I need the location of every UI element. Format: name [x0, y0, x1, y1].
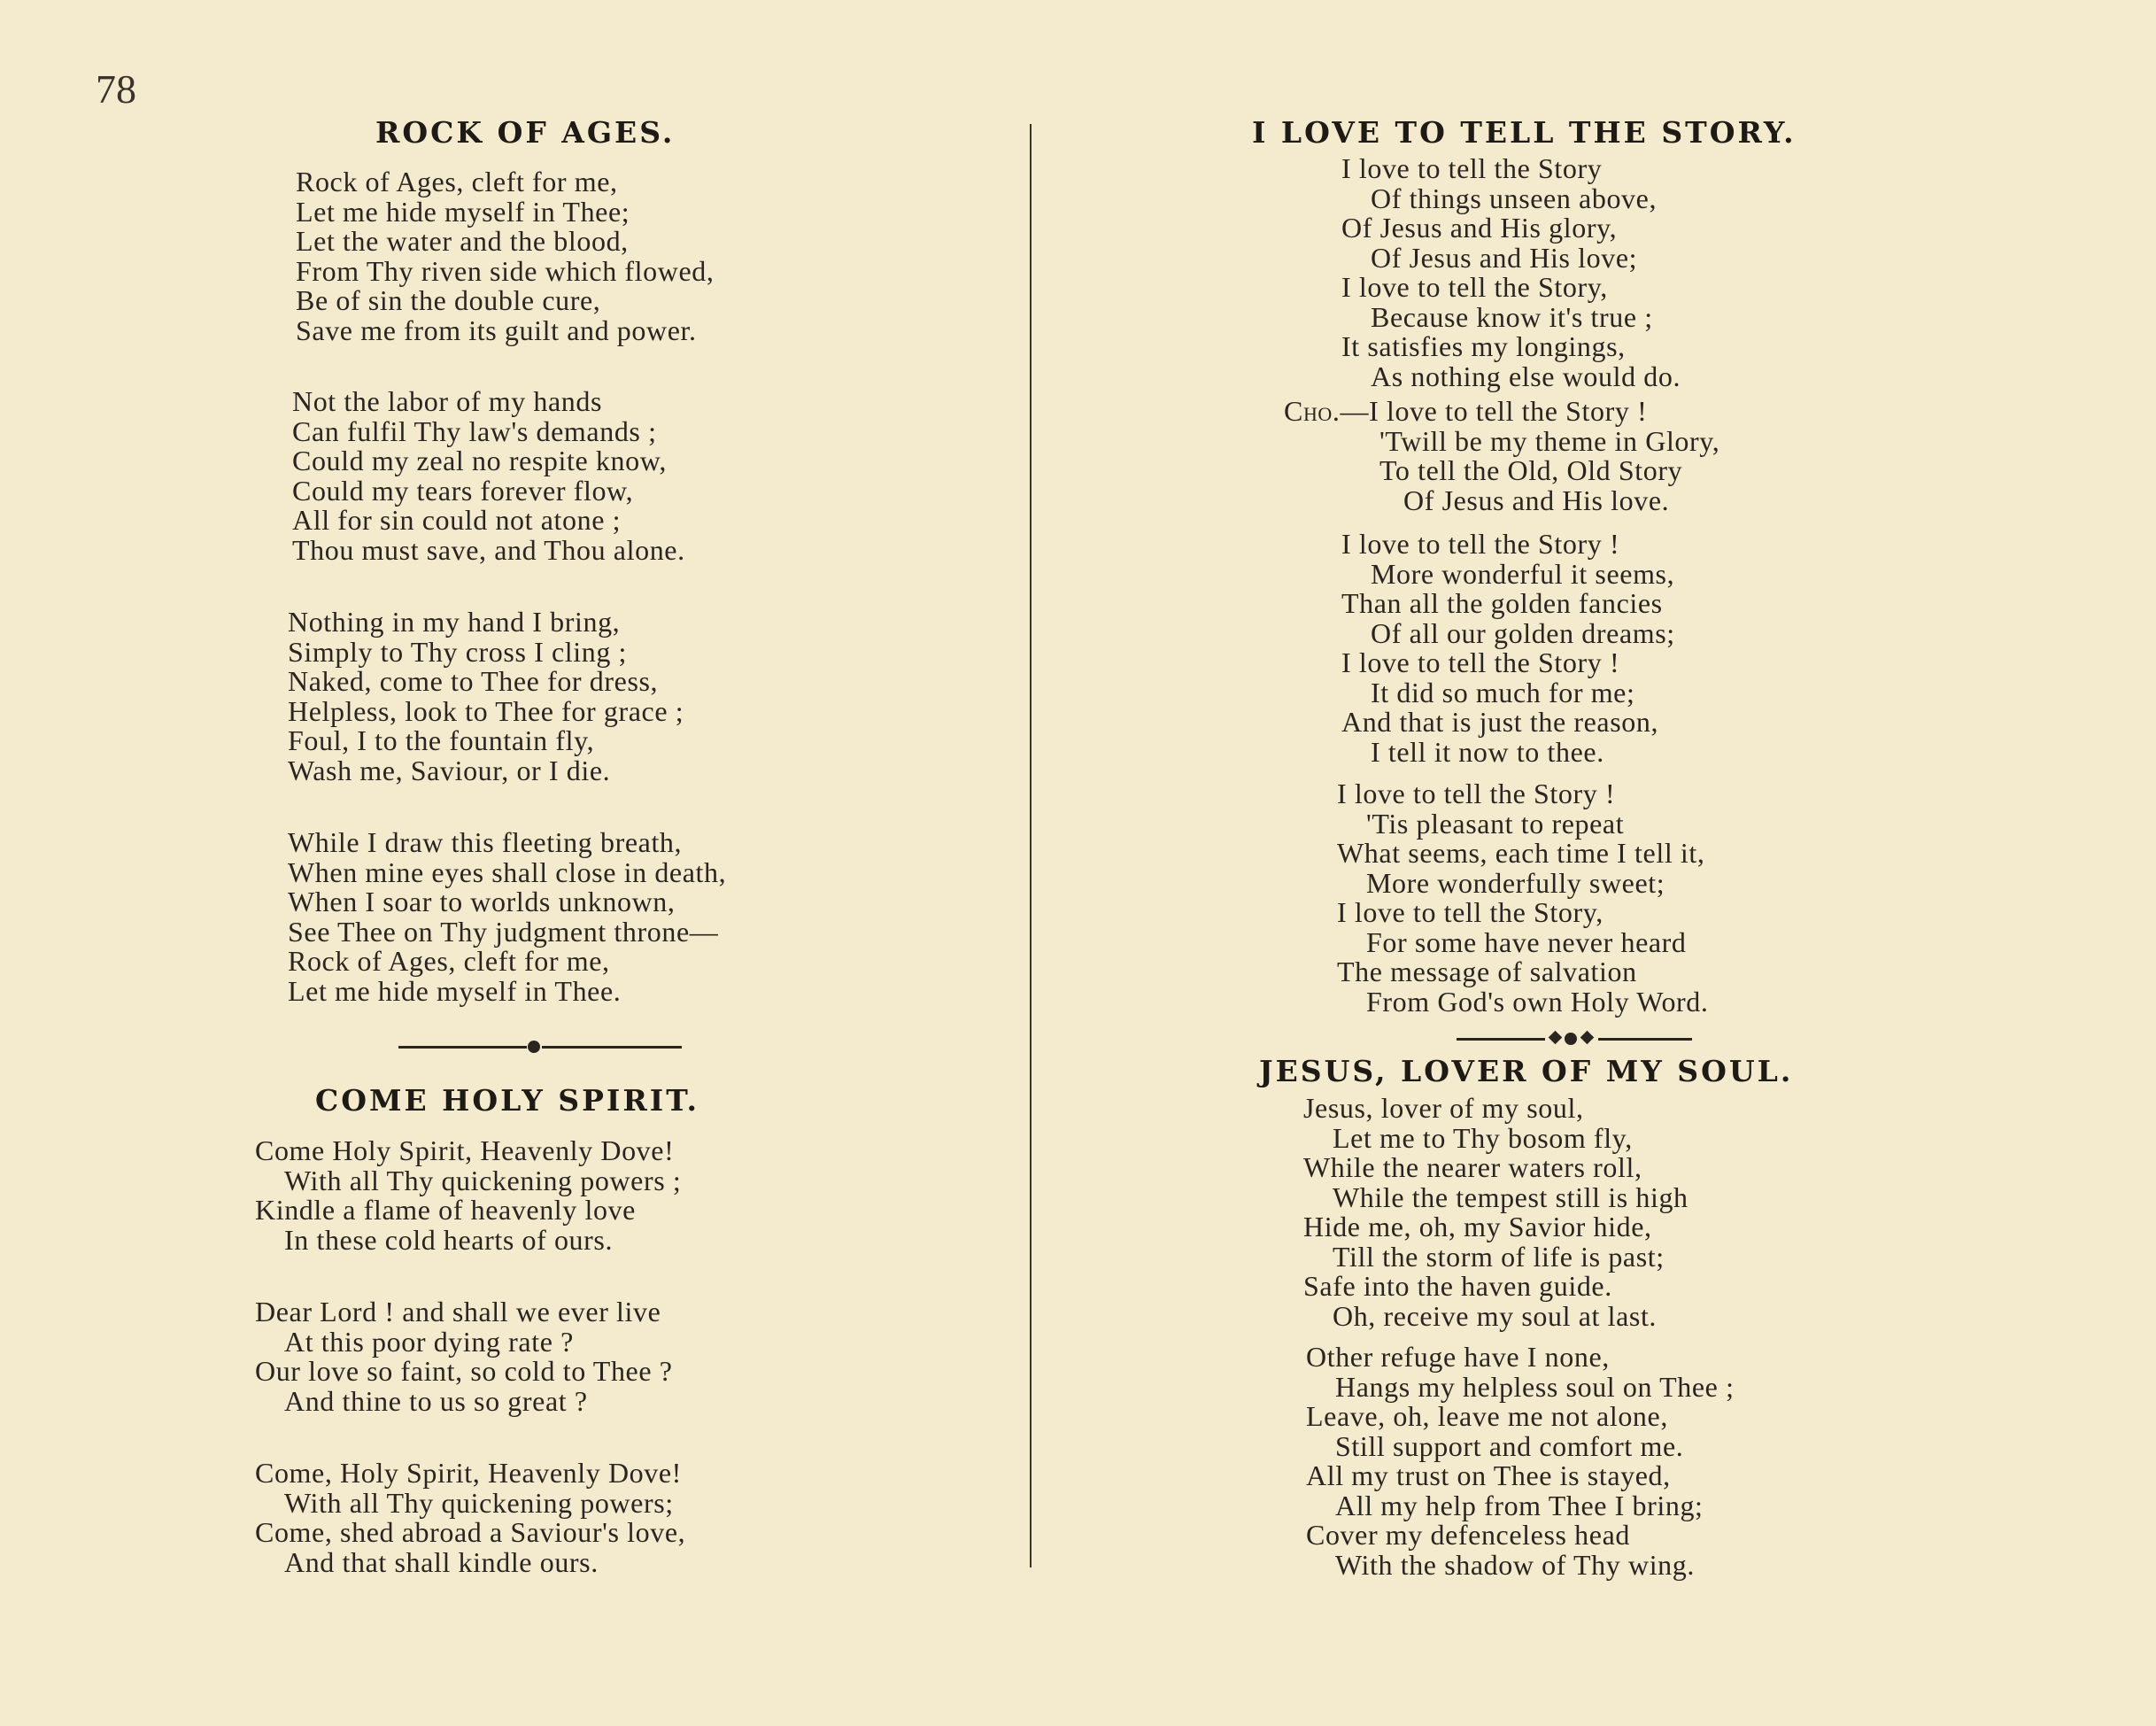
hymn-title-jesus-lover-of-my-soul: JESUS, LOVER OF MY SOUL.	[1259, 1054, 1794, 1088]
verse-line: When mine eyes shall close in death,	[288, 855, 727, 888]
verse-line: Of Jesus and His love.	[1403, 484, 1670, 516]
page-number: 78	[96, 66, 136, 112]
stanza-jesus-lover-2	[1306, 1343, 1735, 1580]
stanza-love-to-tell-1	[1341, 154, 1681, 391]
verse-line: While I draw this fleeting breath,	[288, 826, 683, 858]
verse-line: I love to tell the Story,	[1337, 896, 1603, 928]
verse-line: It satisfies my longings,	[1341, 330, 1626, 362]
verse-line: Could my zeal no respite know,	[292, 445, 667, 476]
verse-line: I tell it now to thee.	[1371, 735, 1604, 768]
verse-line: More wonderful it seems,	[1371, 557, 1675, 590]
stanza-rock-of-ages-1	[296, 167, 714, 345]
stanza-rock-of-ages-2	[292, 387, 685, 565]
verse-line: Foul, I to the fountain fly,	[288, 724, 595, 756]
section-ornament	[398, 1041, 682, 1053]
verse-line: More wonderfully sweet;	[1366, 866, 1665, 899]
verse-line: Let the water and the blood,	[296, 225, 629, 257]
left-column	[239, 0, 859, 1726]
verse-line: Simply to Thy cross I cling ;	[288, 635, 628, 668]
verse-line: When I soar to worlds unknown,	[288, 886, 676, 917]
ornament-dot-icon	[1565, 1033, 1577, 1045]
verse-line: Dear Lord ! and shall we ever live	[255, 1296, 661, 1327]
stanza-come-holy-spirit-1	[255, 1136, 681, 1255]
verse-line: Still support and comfort me.	[1335, 1429, 1684, 1462]
verse-line: All my help from Thee I bring;	[1335, 1489, 1704, 1521]
column-divider	[1030, 124, 1032, 1567]
ornament-diamond-icon	[1580, 1031, 1595, 1045]
verse-line: Wash me, Saviour, or I die.	[288, 754, 611, 786]
verse-line: Rock of Ages, cleft for me,	[288, 945, 610, 977]
hymn-title-rock-of-ages: ROCK OF AGES.	[375, 115, 676, 150]
verse-line: Hangs my helpless soul on Thee ;	[1335, 1370, 1735, 1403]
verse-line: From Thy riven side which flowed,	[296, 254, 715, 287]
hymn-title-come-holy-spirit: COME HOLY SPIRIT.	[315, 1083, 699, 1118]
stanza-rock-of-ages-4	[288, 828, 726, 1006]
verse-line: While the nearer waters roll,	[1303, 1151, 1642, 1183]
verse-line: Let me hide myself in Thee.	[288, 974, 622, 1007]
verse-line: In these cold hearts of ours.	[284, 1223, 614, 1256]
verse-line: I love to tell the Story !	[1337, 778, 1616, 809]
verse-line: To tell the Old, Old Story	[1379, 454, 1683, 486]
verse-line: Because know it's true ;	[1371, 300, 1653, 333]
right-column	[1240, 0, 1895, 1726]
verse-line: As nothing else would do.	[1371, 360, 1681, 392]
verse-line: Not the labor of my hands	[292, 385, 603, 417]
verse-line: Of things unseen above,	[1371, 182, 1658, 214]
verse-line	[1284, 397, 1719, 427]
verse-line: Of Jesus and His glory,	[1341, 212, 1618, 244]
verse-line: 'Twill be my theme in Glory,	[1379, 424, 1720, 457]
verse-line: Can fulfil Thy law's demands ;	[292, 414, 657, 447]
verse-line: Other refuge have I none,	[1306, 1341, 1610, 1373]
verse-line: The message of salvation	[1337, 956, 1637, 987]
stanza-love-to-tell-2	[1341, 530, 1675, 767]
verse-line: Leave, oh, leave me not alone,	[1306, 1400, 1668, 1432]
verse-line: Let me to Thy bosom fly,	[1333, 1121, 1633, 1154]
verse-line: All my trust on Thee is stayed,	[1306, 1459, 1671, 1491]
verse-line: With all Thy quickening powers ;	[284, 1164, 682, 1196]
section-ornament	[1457, 1033, 1692, 1045]
verse-line: Let me hide myself in Thee;	[296, 195, 630, 228]
chorus-love-to-tell	[1284, 397, 1719, 515]
verse-line: While the tempest still is high	[1333, 1180, 1688, 1213]
stanza-come-holy-spirit-2	[255, 1297, 673, 1416]
verse-line: Come, Holy Spirit, Heavenly Dove!	[255, 1457, 682, 1489]
verse-line: It did so much for me;	[1371, 676, 1635, 708]
verse-line: Nothing in my hand I bring,	[288, 606, 621, 638]
verse-line: Save me from its guilt and power.	[296, 313, 697, 346]
verse-line: And thine to us so great ?	[284, 1384, 588, 1417]
verse-line: From God's own Holy Word.	[1366, 985, 1709, 1018]
verse-line: Till the storm of life is past;	[1333, 1240, 1665, 1273]
verse-line: See Thee on Thy judgment throne—	[288, 915, 719, 948]
verse-line: Come, shed abroad a Saviour's love,	[255, 1516, 686, 1548]
verse-line: Be of sin the double cure,	[296, 284, 601, 316]
verse-line: At this poor dying rate ?	[284, 1325, 574, 1358]
verse-line: Of Jesus and His love;	[1371, 241, 1638, 274]
verse-line: Rock of Ages, cleft for me,	[296, 166, 618, 197]
verse-line: Of all our golden dreams;	[1371, 616, 1675, 649]
ornament-diamond-icon	[1549, 1031, 1563, 1045]
verse-line: Helpless, look to Thee for grace ;	[288, 694, 684, 727]
verse-line: Cover my defenceless head	[1306, 1519, 1630, 1551]
verse-line: And that is just the reason,	[1341, 706, 1659, 738]
verse-line: Come Holy Spirit, Heavenly Dove!	[255, 1134, 675, 1166]
stanza-rock-of-ages-3	[288, 608, 684, 786]
verse-line: 'Tis pleasant to repeat	[1366, 807, 1625, 840]
verse-line: Kindle a flame of heavenly love	[255, 1194, 636, 1226]
verse-line: Our love so faint, so cold to Thee ?	[255, 1355, 673, 1387]
verse-line: I love to tell the Story	[1341, 152, 1603, 184]
chorus-label: Cho.—	[1284, 395, 1370, 427]
verse-line: I love to tell the Story !	[1341, 646, 1620, 678]
verse-line: Jesus, lover of my soul,	[1303, 1092, 1584, 1124]
verse-line: And that shall kindle ours.	[284, 1545, 599, 1578]
chorus-line-text: I love to tell the Story !	[1369, 395, 1648, 427]
verse-line: What seems, each time I tell it,	[1337, 837, 1705, 869]
hymn-title-i-love-to-tell-the-story: I LOVE TO TELL THE STORY.	[1252, 115, 1797, 150]
verse-line: Than all the golden fancies	[1341, 587, 1663, 619]
verse-line: I love to tell the Story,	[1341, 271, 1608, 303]
verse-line: Oh, receive my soul at last.	[1333, 1299, 1658, 1332]
verse-line: For some have never heard	[1366, 925, 1687, 958]
verse-line: Could my tears forever flow,	[292, 474, 634, 507]
ornament-dot-icon	[528, 1041, 540, 1053]
stanza-jesus-lover-1	[1303, 1094, 1688, 1331]
verse-line: Safe into the haven guide.	[1303, 1270, 1612, 1302]
verse-line: Hide me, oh, my Savior hide,	[1303, 1211, 1652, 1242]
stanza-come-holy-spirit-3	[255, 1459, 685, 1577]
verse-line: All for sin could not atone ;	[292, 504, 622, 536]
verse-line: With the shadow of Thy wing.	[1335, 1548, 1695, 1581]
verse-line: With all Thy quickening powers;	[284, 1486, 674, 1519]
stanza-love-to-tell-3	[1337, 779, 1709, 1017]
verse-line: I love to tell the Story !	[1341, 528, 1620, 560]
verse-line: Naked, come to Thee for dress,	[288, 665, 659, 697]
verse-line: Thou must save, and Thou alone.	[292, 533, 685, 566]
